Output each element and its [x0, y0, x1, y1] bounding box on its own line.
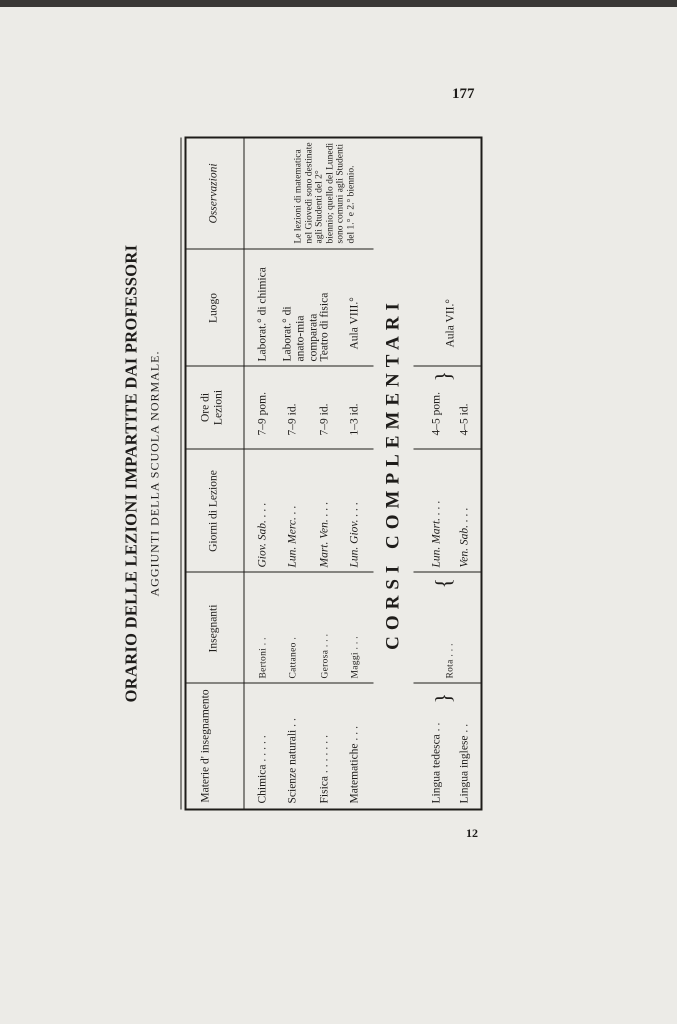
rule-under-subtitle	[180, 138, 181, 810]
header-ore: Ore di Lezioni	[199, 389, 224, 426]
row-1-materia: Chimica .....	[256, 732, 268, 804]
row-2-giorni: Lun. Merc. ..	[286, 502, 298, 568]
corsi-complementari-heading: CORSI COMPLEMENTARI	[382, 297, 403, 650]
signature-mark: 12	[466, 826, 478, 840]
row-3-insegnante: Gerosa ...	[320, 630, 330, 679]
row-4-giorni: Lun. Giov. ...	[348, 498, 360, 568]
corsi-giorni-2: Ven. Sab. ...	[458, 504, 470, 568]
header-giorni: Giorni di Lezione	[207, 470, 219, 552]
corsi-insegnante: Rota ...	[445, 640, 455, 679]
table-top-border	[184, 138, 186, 810]
header-osservazioni: Osservazioni	[207, 163, 219, 224]
row-2-ore: 7–9 id.	[286, 403, 298, 436]
col-sep-4	[186, 366, 373, 367]
row-3-luogo: Teatro di fisica	[318, 292, 330, 362]
row-4-materia: Matematiche ...	[348, 722, 360, 804]
row-1-insegnante: Bertoni ..	[258, 634, 268, 679]
col-sep-1b	[413, 683, 480, 684]
header-materie: Materie d' insegnamento	[199, 689, 211, 803]
page-top-edge	[0, 0, 677, 7]
brace-left-2: {	[430, 577, 455, 589]
col-sep-4b	[413, 366, 480, 367]
corsi-ore-2: 4–5 id.	[458, 403, 470, 436]
col-sep-1	[186, 683, 373, 684]
row-2-insegnante: Cattaneo .	[288, 634, 298, 679]
corsi-ore-1: 4–5 pom.	[430, 392, 442, 436]
corsi-materia-1: Lingua tedesca ..	[430, 719, 442, 804]
brace-right: }	[430, 370, 455, 382]
header-separator	[243, 138, 244, 810]
col-sep-3	[186, 449, 373, 450]
table-bottom-border	[480, 138, 482, 810]
table-left-border	[184, 809, 482, 811]
row-1-luogo: Laborat.° di chimica	[256, 267, 268, 362]
page-subtitle: AGGIUNTI DELLA SCUOLA NORMALE.	[147, 350, 161, 597]
row-3-materia: Fisica .......	[318, 732, 330, 804]
page-title: ORARIO DELLE LEZIONI IMPARTITE DAI PROFESSORI	[121, 244, 140, 703]
header-luogo: Luogo	[207, 292, 219, 324]
header-insegnanti: Insegnanti	[207, 604, 219, 653]
row-3-giorni: Mart. Ven. ...	[318, 498, 330, 568]
corsi-luogo: Aula VII.°	[444, 299, 456, 348]
rotated-timetable	[113, 114, 488, 834]
observation-note: Le lezioni di matematica nel Giovedì sono destinate agli Studenti del 2° biennio; quello del Lunedì sono comuni agli Studenti del 1.° e 2.° biennio.	[293, 142, 356, 244]
col-sep-5	[186, 249, 373, 250]
row-4-insegnante: Maggi ...	[350, 633, 360, 679]
row-1-giorni: Giov. Sab. ...	[256, 499, 268, 568]
corsi-giorni-1: Lun. Mart. ...	[430, 497, 442, 568]
row-4-ore: 1–3 id.	[348, 403, 360, 436]
table-right-border	[184, 137, 482, 139]
corsi-materia-2: Lingua inglese ..	[458, 720, 470, 804]
col-sep-2	[186, 572, 373, 573]
page-number: 177	[452, 86, 475, 102]
col-sep-2b	[413, 572, 480, 573]
col-sep-3b	[413, 449, 480, 450]
brace-left-1: }	[430, 692, 455, 704]
row-4-luogo: Aula VIII.°	[348, 297, 360, 350]
row-3-ore: 7–9 id.	[318, 403, 330, 436]
row-2-materia: Scienze naturali ..	[286, 715, 298, 804]
row-2-luogo: Laborat.° di anato-mia comparata	[281, 306, 319, 362]
row-1-ore: 7–9 pom.	[256, 392, 268, 436]
